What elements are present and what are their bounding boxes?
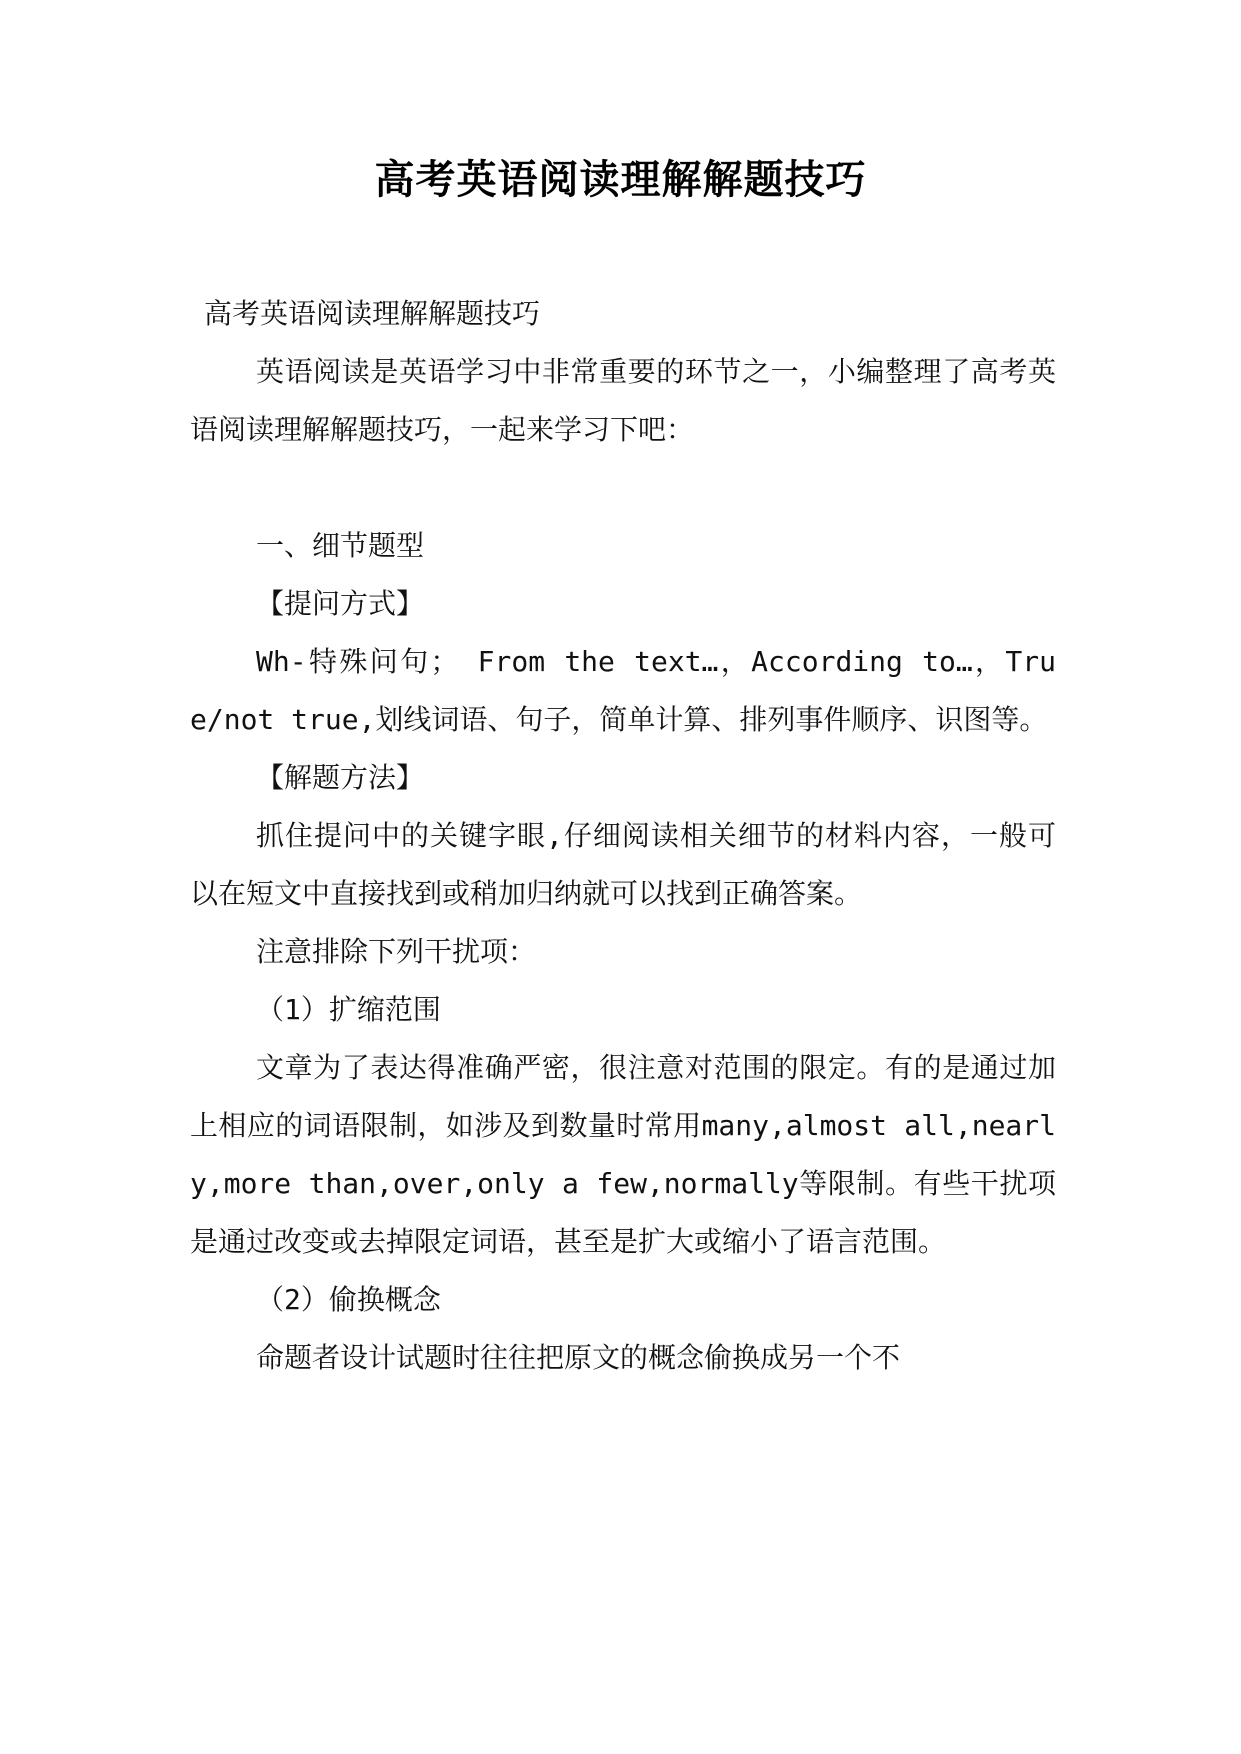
subtitle-paragraph: 高考英语阅读理解解题技巧 — [204, 297, 541, 330]
paragraph-spacer — [190, 459, 1056, 517]
document-title: 高考英语阅读理解解题技巧 — [374, 156, 867, 203]
question-method-paragraph: Wh-特殊问句； From the text…，According to…，True/not true,划线词语、句子，简单计算、排列事件顺序、识图等。 — [190, 645, 1056, 736]
concept-paragraph: 命题者设计试题时往往把原文的概念偷换成另一个不 — [256, 1341, 901, 1374]
distractor-note: 注意排除下列干扰项： — [256, 935, 537, 968]
subheading-concept: （2）偷换概念 — [256, 1283, 441, 1316]
solution-method-paragraph: 抓住提问中的关键字眼,仔细阅读相关细节的材料内容，一般可以在短文中直接找到或稍加归纳就可以找到正确答案。 — [190, 819, 1056, 910]
solution-method-heading: 【解题方法】 — [256, 761, 425, 794]
scope-paragraph: 文章为了表达得准确严密，很注意对范围的限定。有的是通过加上相应的词语限制，如涉及到数量时常用many,almost all,nearly,more than,over,only a few,normally等限制。有些干扰项是通过改变或去掉限定词语，甚至是扩大或缩小了语言范围。 — [190, 1051, 1056, 1258]
section-heading: 一、细节题型 — [256, 529, 425, 562]
intro-paragraph: 英语阅读是英语学习中非常重要的环节之一，小编整理了高考英语阅读理解解题技巧，一起来学习下吧： — [190, 355, 1056, 446]
document-body — [190, 285, 1056, 1387]
question-method-heading: 【提问方式】 — [256, 587, 425, 620]
subheading-scope: （1）扩缩范围 — [256, 993, 441, 1026]
